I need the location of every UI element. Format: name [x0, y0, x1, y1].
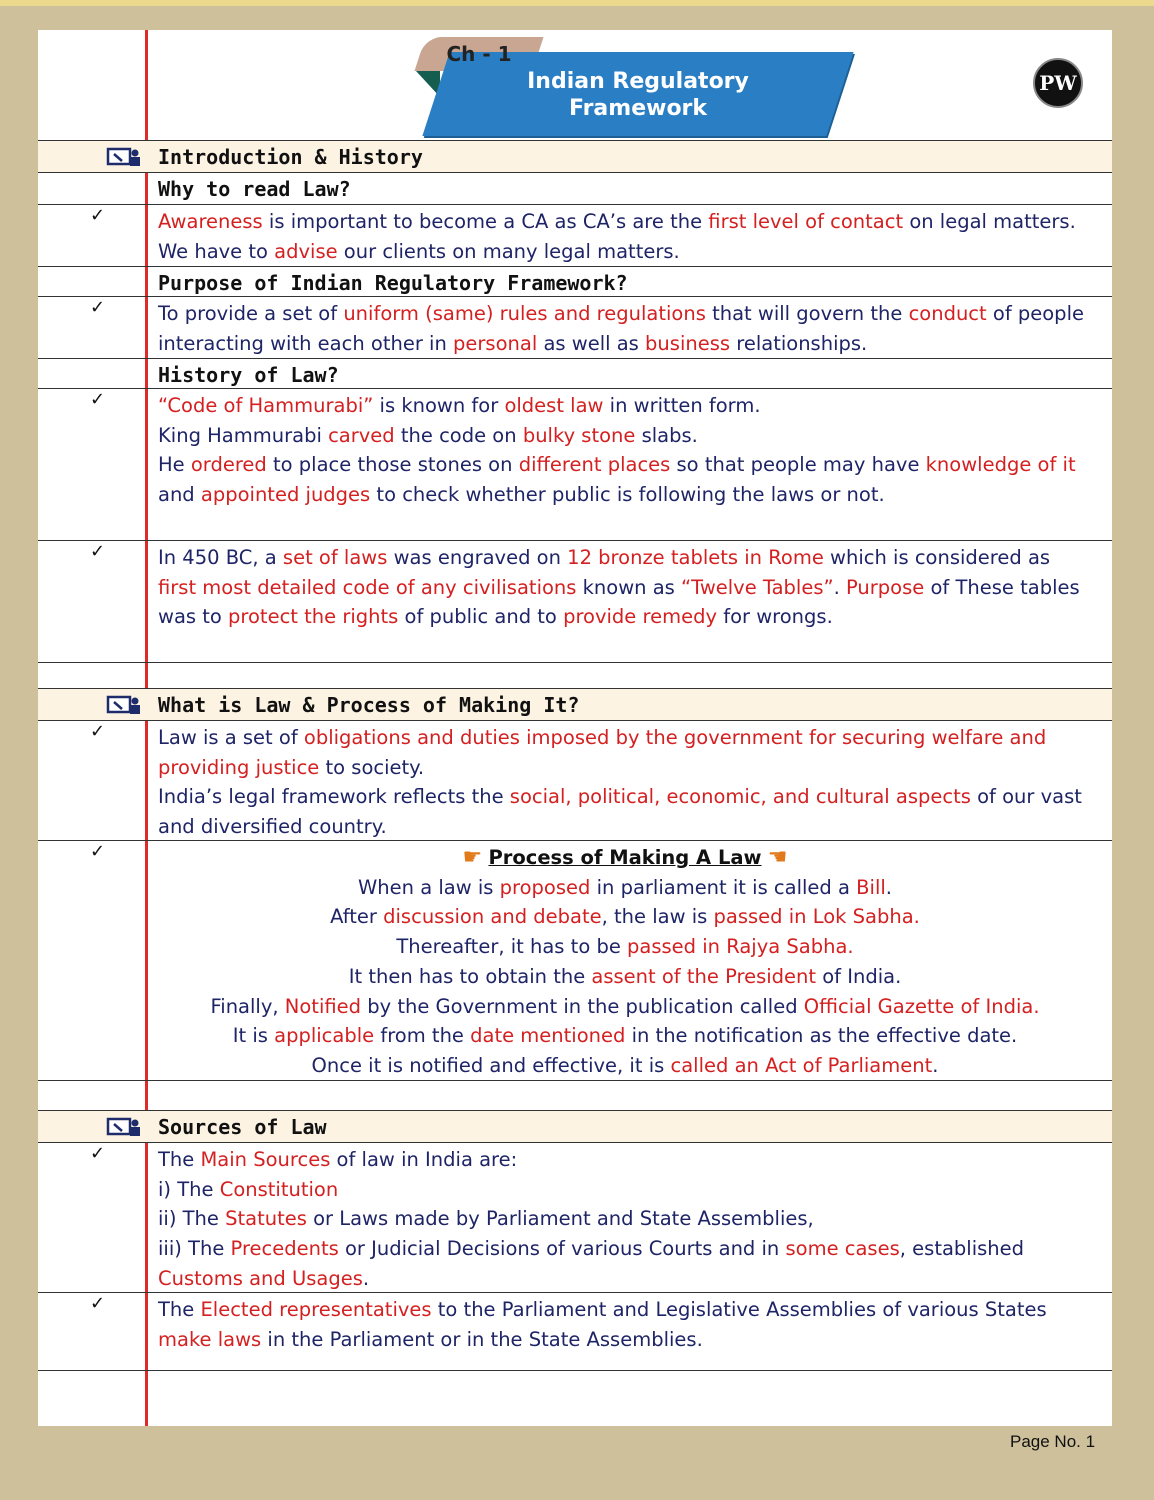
check-icon: ✓ — [90, 541, 106, 562]
check-icon: ✓ — [90, 297, 106, 318]
chapter-title-line1: Indian Regulatory — [527, 69, 749, 94]
chapter-title-line2: Framework — [568, 96, 708, 121]
check-icon: ✓ — [90, 389, 106, 410]
note-text: Awareness is important to become a CA as CA’s are the first level of contact on legal matters. We have to advise our clients on many legal matters. — [158, 210, 1076, 263]
blank-row — [38, 1080, 1112, 1110]
subheading-purpose — [38, 266, 1112, 296]
check-icon: ✓ — [90, 1293, 106, 1314]
hammurabi-line1: “Code of Hammurabi” is known for oldest law in written form. — [158, 394, 761, 417]
process-step-7: Once it is notified and effective, it is called an Act of Parliament. — [311, 1053, 939, 1077]
note-text — [158, 391, 1092, 510]
note-elected-representatives — [38, 1292, 1112, 1370]
presentation-board-icon — [104, 1116, 142, 1138]
process-step-4: It then has to obtain the assent of the President of India. — [348, 964, 902, 988]
page-number: Page No. 1 — [1010, 1432, 1096, 1451]
check-icon: ✓ — [90, 1143, 106, 1164]
hammurabi-line2: King Hammurabi carved the code on bulky stone slabs. — [158, 423, 698, 447]
note-text — [158, 1145, 1092, 1294]
process-step-2: After discussion and debate, the law is passed in Lok Sabha. — [330, 905, 920, 929]
chapter-title — [436, 68, 840, 122]
sources-line1: The Main Sources of law in India are: — [158, 1148, 518, 1171]
presentation-board-icon — [104, 146, 142, 168]
note-twelve-tables — [38, 540, 1112, 662]
note-purpose — [38, 296, 1112, 358]
process-step-3: Thereafter, it has to be passed in Rajya Sabha. — [396, 935, 854, 959]
sources-line4: iii) The Precedents or Judicial Decisions of various Courts and in some cases, established Customs and Usages. — [158, 1237, 1025, 1290]
sources-line3: ii) The Statutes or Laws made by Parliament and State Assemblies, — [158, 1207, 814, 1231]
section-heading-text: What is Law & Process of Making It? — [158, 693, 580, 717]
subheading-history — [38, 358, 1112, 388]
law-definition-line1: Law is a set of obligations and duties imposed by the government for securing welfare and providing justice to society. — [158, 726, 1047, 779]
note-text — [158, 723, 1092, 842]
note-hammurabi — [38, 388, 1112, 540]
top-stripe — [0, 0, 1154, 6]
section-heading-law — [38, 688, 1112, 720]
subheading-text: History of Law? — [158, 363, 339, 387]
subheading-text: Purpose of Indian Regulatory Framework? — [158, 271, 628, 295]
subheading-text: Why to read Law? — [158, 177, 351, 201]
notes-page — [38, 30, 1112, 1426]
note-text: To provide a set of uniform (same) rules and regulations that will govern the conduct of people interacting with each other in personal as well as business relationships. — [158, 302, 1084, 355]
section-heading-sources — [38, 1110, 1112, 1142]
section-heading-intro — [38, 140, 1112, 172]
note-text: In 450 BC, a set of laws was engraved on 12 bronze tablets in Rome which is considered as first most detailed code of any civilisations known as “Twelve Tables”. Purpose of These tables was to protect the rights of public and to provide remedy for wrongs. — [158, 546, 1080, 629]
presentation-board-icon — [104, 694, 142, 716]
check-icon: ✓ — [90, 721, 106, 742]
check-icon: ✓ — [90, 841, 106, 862]
hammurabi-line3: He ordered to place those stones on different places so that people may have knowledge of it and appointed judges to check whether public is following the laws or not. — [158, 453, 1076, 507]
note-text — [158, 843, 1092, 1081]
process-title: Process of Making A Law — [488, 846, 762, 869]
bottom-rule — [38, 1370, 1112, 1371]
note-text: The Elected representatives to the Parliament and Legislative Assemblies of various States make laws in the Parliament or in the State Assemblies. — [158, 1298, 1047, 1351]
section-heading-text: Introduction & History — [158, 145, 423, 169]
pw-logo-text: PW — [1039, 71, 1077, 95]
process-step-6: It is applicable from the date mentioned in the notification as the effective date. — [232, 1024, 1018, 1048]
check-icon: ✓ — [90, 205, 106, 226]
sources-line2: i) The Constitution — [158, 1177, 339, 1201]
law-definition-line2: India’s legal framework reflects the social, political, economic, and cultural aspects of our vast and diversified country. — [158, 785, 1082, 839]
process-step-1: When a law is proposed in parliament it is called a Bill. — [358, 875, 892, 899]
note-awareness — [38, 204, 1112, 266]
chapter-label: Ch - 1 — [446, 42, 512, 66]
section-heading-text: Sources of Law — [158, 1115, 327, 1139]
note-process-of-making-law — [38, 840, 1112, 1080]
process-step-5: Finally, Notified by the Government in the publication called Official Gazette of India. — [210, 994, 1040, 1018]
process-title-line — [158, 843, 1092, 873]
subheading-why-read-law — [38, 172, 1112, 204]
pointing-hand-left-icon: ☚ — [767, 845, 788, 870]
note-main-sources — [38, 1142, 1112, 1292]
blank-row — [38, 662, 1112, 688]
note-law-definition — [38, 720, 1112, 840]
pointing-hand-right-icon: ☛ — [462, 845, 483, 870]
